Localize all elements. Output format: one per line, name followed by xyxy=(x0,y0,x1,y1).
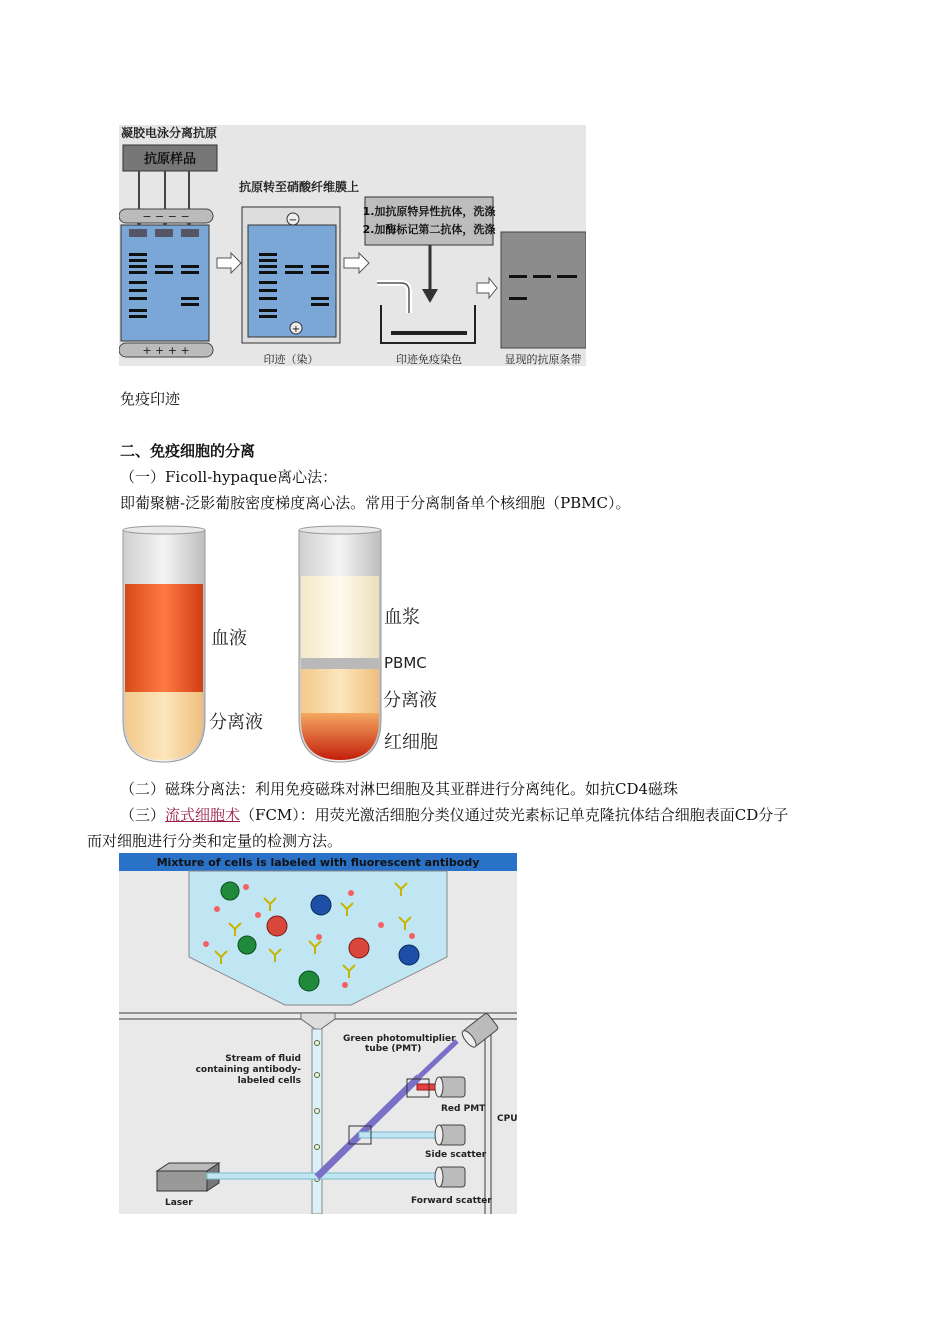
cpu-label: CPU xyxy=(497,1114,517,1124)
green-pmt-label-2: tube (PMT) xyxy=(365,1044,422,1054)
section-title: 二、免疫细胞的分离 xyxy=(120,442,256,460)
minus-rail-label: − − − − xyxy=(142,210,190,223)
forward-scatter-label: Forward scatter xyxy=(411,1196,492,1206)
antigen-sample-label: 抗原样品 xyxy=(143,152,197,167)
western-blot-figure xyxy=(119,125,586,366)
stream-label-1: Stream of fluid xyxy=(225,1054,301,1064)
red-blood-cell-label: 红细胞 xyxy=(384,732,438,753)
green-pmt-label-1: Green photomultiplier xyxy=(343,1034,456,1044)
laser-label: Laser xyxy=(165,1198,193,1208)
red-pmt-label: Red PMT xyxy=(441,1104,486,1114)
pbmc-label: PBMC xyxy=(384,654,427,672)
flow-cytometry-figure xyxy=(119,853,517,1214)
minus-sign: − xyxy=(288,215,298,226)
figure-caption-immunoblot: 免疫印迹 xyxy=(120,390,181,408)
sub3-rest: （FCM）：用荧光激活细胞分类仪通过荧光素标记单克隆抗体结合细胞表面CD分子 xyxy=(240,806,789,824)
subsection-magnetic-beads: （二）磁珠分离法：利用免疫磁珠对淋巴细胞及其亚群进行分离纯化。如抗CD4磁珠 xyxy=(120,780,679,798)
density-gradient-tubes-figure xyxy=(119,524,459,766)
side-scatter-label: Side scatter xyxy=(425,1150,487,1160)
flow-cytometry-continuation: 而对细胞进行分类和定量的检测方法。 xyxy=(87,832,343,850)
plus-rail-label: + + + + xyxy=(142,344,190,357)
blood-label: 血液 xyxy=(211,628,247,649)
flow-cytometer-diagram xyxy=(119,853,517,1214)
gel-electrophoresis-label: 凝胶电泳分离抗原 xyxy=(121,126,218,140)
subsection-ficoll: （一）Ficoll-hypaque离心法： xyxy=(120,468,338,486)
immunostain-caption: 印迹免疫染色 xyxy=(396,353,462,366)
left-separation-fluid-label: 分离液 xyxy=(209,712,263,733)
step-1-label: 1.加抗原特异性抗体，洗涤 xyxy=(362,205,496,218)
sub3-prefix: （三） xyxy=(120,806,166,824)
flow-header-label: Mixture of cells is labeled with fluorescent antibody xyxy=(156,856,480,869)
step-2-label: 2.加酶标记第二抗体，洗涤 xyxy=(362,223,496,236)
flow-cytometry-link[interactable]: 流式细胞术 xyxy=(165,806,241,824)
blot-caption: 印迹（染） xyxy=(263,353,319,366)
right-separation-fluid-label: 分离液 xyxy=(383,690,437,711)
subsection-flow-cytometry xyxy=(120,805,788,825)
western-blot-diagram xyxy=(119,125,586,366)
plus-sign: + xyxy=(291,324,301,335)
plasma-label: 血浆 xyxy=(384,607,420,628)
stream-label-3: labeled cells xyxy=(237,1076,301,1086)
ficoll-description: 即葡聚糖-泛影葡胺密度梯度离心法。常用于分离制备单个核细胞（PBMC）。 xyxy=(120,494,631,512)
stream-label-2: containing antibody- xyxy=(195,1065,301,1075)
transfer-label: 抗原转至硝酸纤维膜上 xyxy=(239,180,360,194)
bands-caption: 显现的抗原条带 xyxy=(504,353,582,366)
density-gradient-tubes xyxy=(119,524,459,766)
